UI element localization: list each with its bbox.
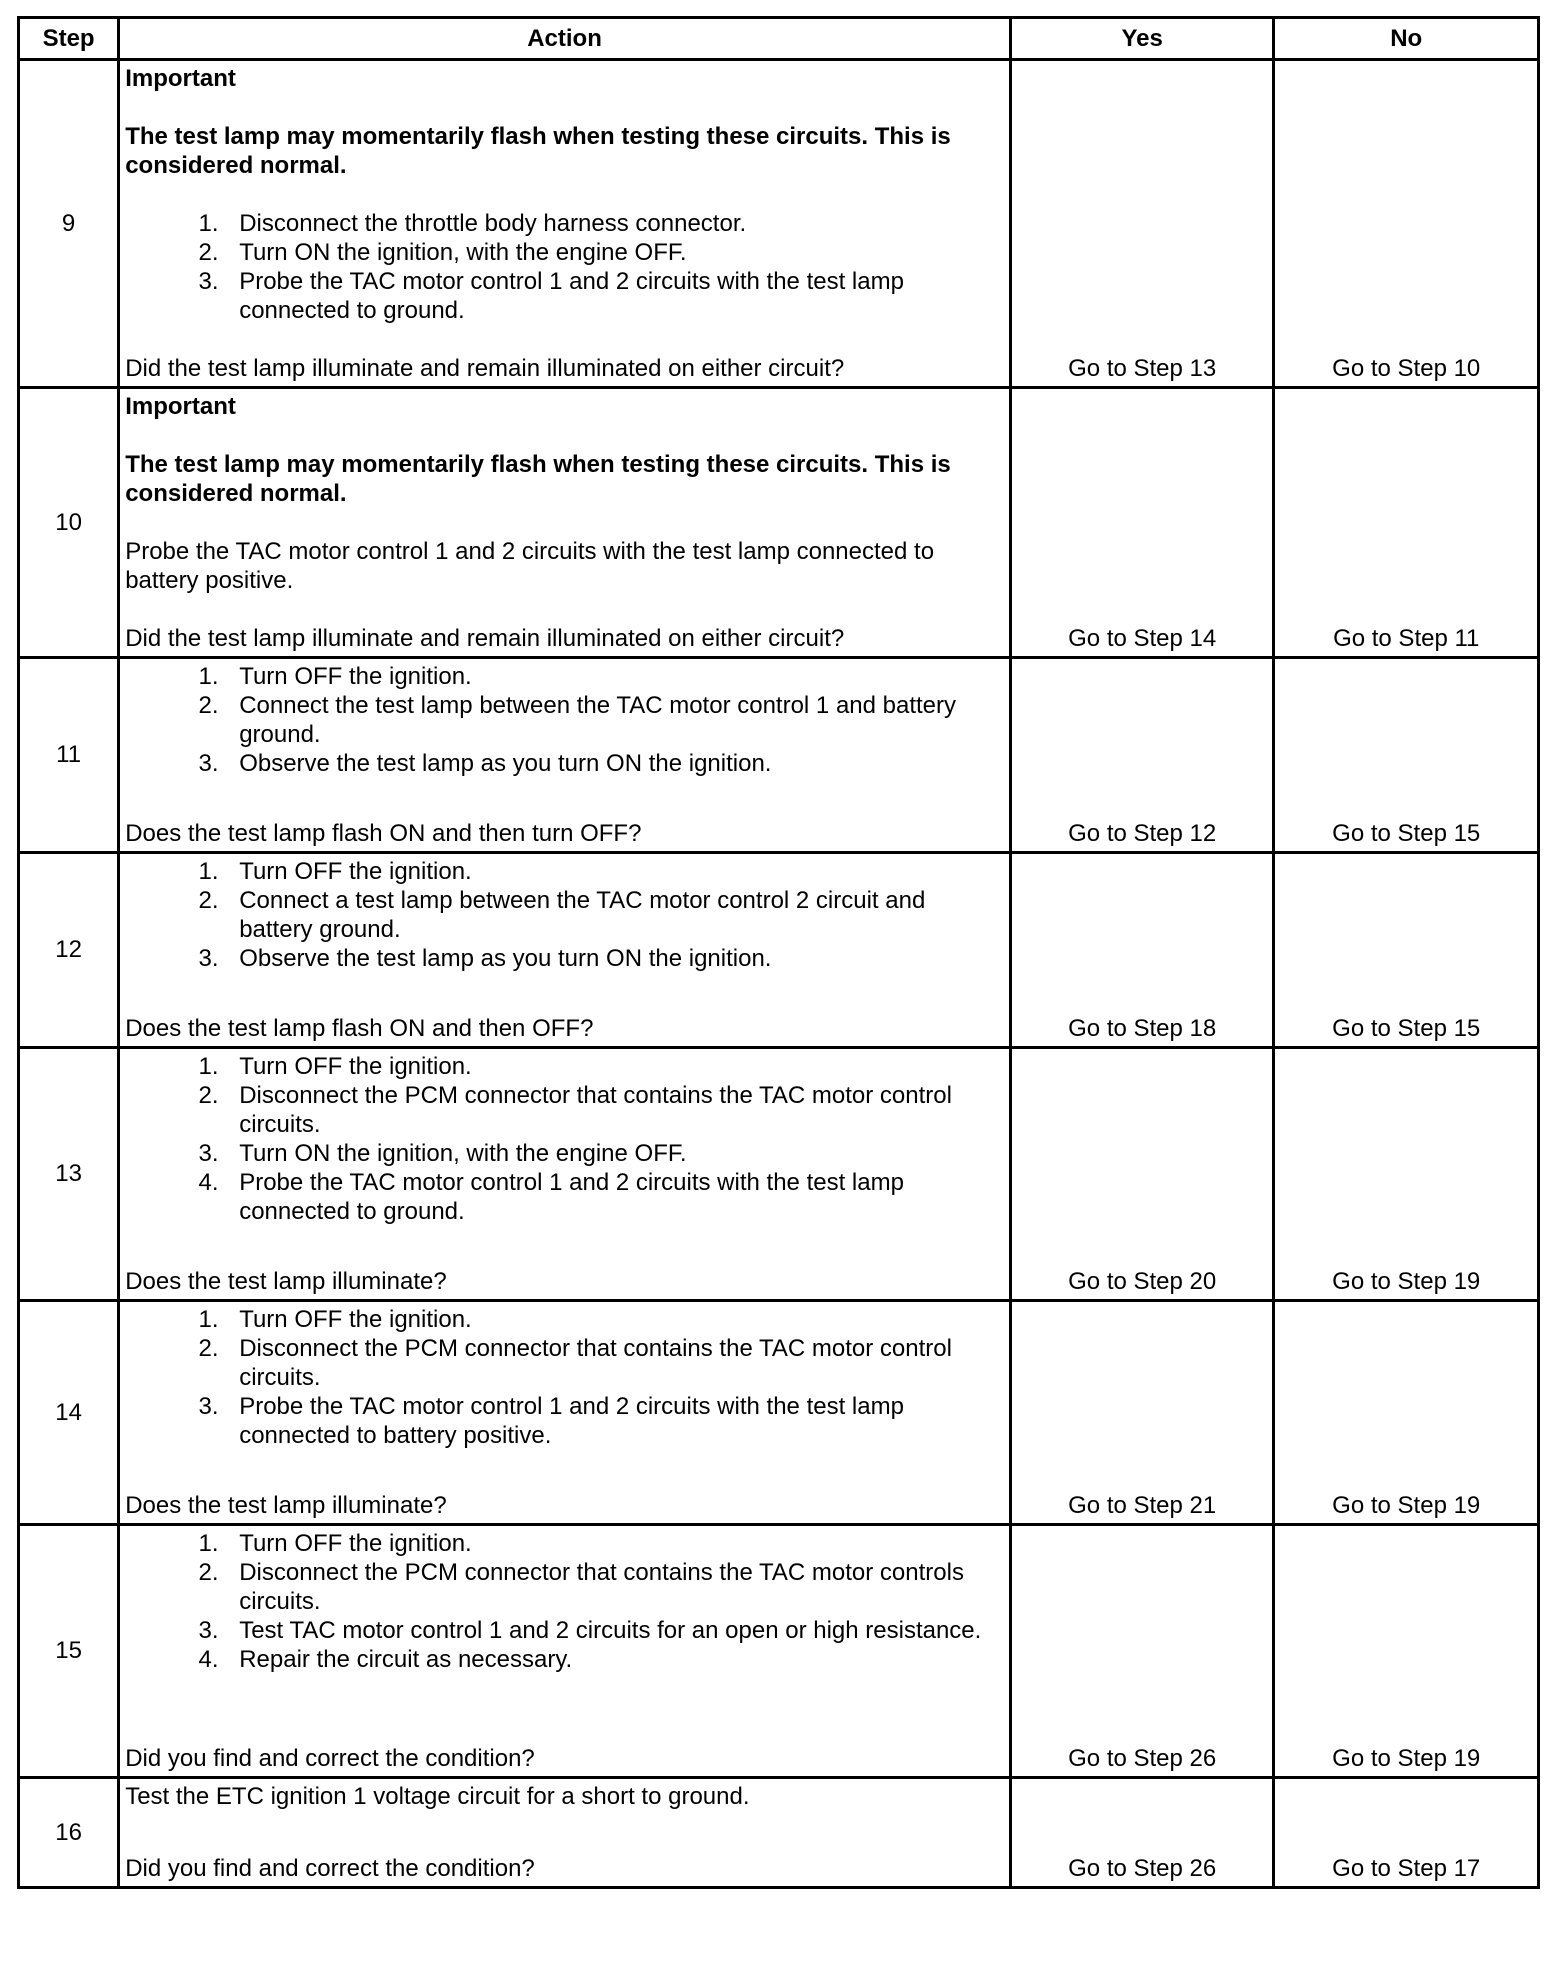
question: Did the test lamp illuminate and remain illuminated on either circuit? (125, 625, 845, 652)
table-row-step-11 (19, 658, 1539, 853)
no-result: Go to Step 11 (1274, 388, 1539, 658)
action-cell (119, 60, 1011, 388)
question: Did the test lamp illuminate and remain illuminated on either circuit? (125, 355, 845, 382)
procedure-step: 3. Test TAC motor control 1 and 2 circuits for an open or high resistance. (225, 1616, 1001, 1645)
header-action: Action (119, 18, 1011, 60)
no-result: Go to Step 10 (1274, 60, 1539, 388)
table-row-step-12 (19, 853, 1539, 1048)
question: Did you find and correct the condition? (125, 1855, 535, 1882)
step-number: 14 (19, 1301, 119, 1525)
yes-result: Go to Step 18 (1010, 853, 1274, 1048)
no-result: Go to Step 17 (1274, 1778, 1539, 1888)
important-heading: Important (125, 393, 236, 420)
procedure-step: 1. Turn OFF the ignition. (225, 857, 1001, 886)
table-row-step-9 (19, 60, 1539, 388)
step-number: 13 (19, 1048, 119, 1301)
procedure-list (125, 857, 1001, 973)
procedure-list (125, 209, 1001, 325)
header-no: No (1274, 18, 1539, 60)
procedure-step: 3. Probe the TAC motor control 1 and 2 circuits with the test lamp connected to ground. (225, 267, 1001, 325)
action-cell (119, 1778, 1011, 1888)
header-step: Step (19, 18, 119, 60)
procedure-step: 1. Turn OFF the ignition. (225, 662, 1001, 691)
procedure-step: 1. Turn OFF the ignition. (225, 1305, 1001, 1334)
procedure-step: 4. Repair the circuit as necessary. (225, 1645, 1001, 1674)
question: Does the test lamp illuminate? (125, 1268, 447, 1295)
action-cell (119, 853, 1011, 1048)
procedure-list (125, 1052, 1001, 1226)
table-row-step-14 (19, 1301, 1539, 1525)
action-cell (119, 1525, 1011, 1778)
procedure-step: 3. Turn ON the ignition, with the engine OFF. (225, 1139, 1001, 1168)
procedure-step: 3. Probe the TAC motor control 1 and 2 circuits with the test lamp connected to battery positive. (225, 1392, 1001, 1450)
yes-result: Go to Step 26 (1010, 1778, 1274, 1888)
table-row-step-15 (19, 1525, 1539, 1778)
important-note: The test lamp may momentarily flash when testing these circuits. This is considered normal. (125, 123, 951, 179)
action-paragraph: Test the ETC ignition 1 voltage circuit for a short to ground. (125, 1783, 750, 1810)
question: Does the test lamp illuminate? (125, 1492, 447, 1519)
table-row-step-16 (19, 1778, 1539, 1888)
question: Does the test lamp flash ON and then OFF? (125, 1015, 594, 1042)
header-row (19, 18, 1539, 60)
important-note: The test lamp may momentarily flash when testing these circuits. This is considered normal. (125, 451, 951, 507)
procedure-step: 1. Turn OFF the ignition. (225, 1529, 1001, 1558)
procedure-step: 4. Probe the TAC motor control 1 and 2 circuits with the test lamp connected to ground. (225, 1168, 1001, 1226)
procedure-step: 2. Connect the test lamp between the TAC motor control 1 and battery ground. (225, 691, 1001, 749)
procedure-list (125, 662, 1001, 778)
important-heading: Important (125, 65, 236, 92)
procedure-step: 2. Disconnect the PCM connector that contains the TAC motor control circuits. (225, 1081, 1001, 1139)
no-result: Go to Step 15 (1274, 658, 1539, 853)
step-number: 12 (19, 853, 119, 1048)
procedure-step: 2. Disconnect the PCM connector that contains the TAC motor control circuits. (225, 1334, 1001, 1392)
yes-result: Go to Step 13 (1010, 60, 1274, 388)
procedure-list (125, 1305, 1001, 1450)
procedure-step: 2. Turn ON the ignition, with the engine OFF. (225, 238, 1001, 267)
action-cell (119, 1301, 1011, 1525)
table-row-step-13 (19, 1048, 1539, 1301)
procedure-step: 1. Disconnect the throttle body harness connector. (225, 209, 1001, 238)
action-cell (119, 388, 1011, 658)
yes-result: Go to Step 14 (1010, 388, 1274, 658)
procedure-step: 2. Disconnect the PCM connector that contains the TAC motor controls circuits. (225, 1558, 1001, 1616)
table-row-step-10 (19, 388, 1539, 658)
no-result: Go to Step 19 (1274, 1525, 1539, 1778)
yes-result: Go to Step 21 (1010, 1301, 1274, 1525)
action-cell (119, 658, 1011, 853)
procedure-list (125, 1529, 1001, 1674)
step-number: 9 (19, 60, 119, 388)
no-result: Go to Step 19 (1274, 1301, 1539, 1525)
diagnostic-table (17, 16, 1540, 1889)
procedure-step: 2. Connect a test lamp between the TAC motor control 2 circuit and battery ground. (225, 886, 1001, 944)
step-number: 16 (19, 1778, 119, 1888)
no-result: Go to Step 15 (1274, 853, 1539, 1048)
step-number: 11 (19, 658, 119, 853)
question: Does the test lamp flash ON and then turn OFF? (125, 820, 642, 847)
step-number: 15 (19, 1525, 119, 1778)
procedure-step: 1. Turn OFF the ignition. (225, 1052, 1001, 1081)
procedure-step: 3. Observe the test lamp as you turn ON the ignition. (225, 749, 1001, 778)
yes-result: Go to Step 12 (1010, 658, 1274, 853)
no-result: Go to Step 19 (1274, 1048, 1539, 1301)
yes-result: Go to Step 26 (1010, 1525, 1274, 1778)
action-cell (119, 1048, 1011, 1301)
step-number: 10 (19, 388, 119, 658)
procedure-step: 3. Observe the test lamp as you turn ON the ignition. (225, 944, 1001, 973)
header-yes: Yes (1010, 18, 1274, 60)
question: Did you find and correct the condition? (125, 1745, 535, 1772)
yes-result: Go to Step 20 (1010, 1048, 1274, 1301)
action-paragraph: Probe the TAC motor control 1 and 2 circuits with the test lamp connected to battery positive. (125, 538, 935, 594)
